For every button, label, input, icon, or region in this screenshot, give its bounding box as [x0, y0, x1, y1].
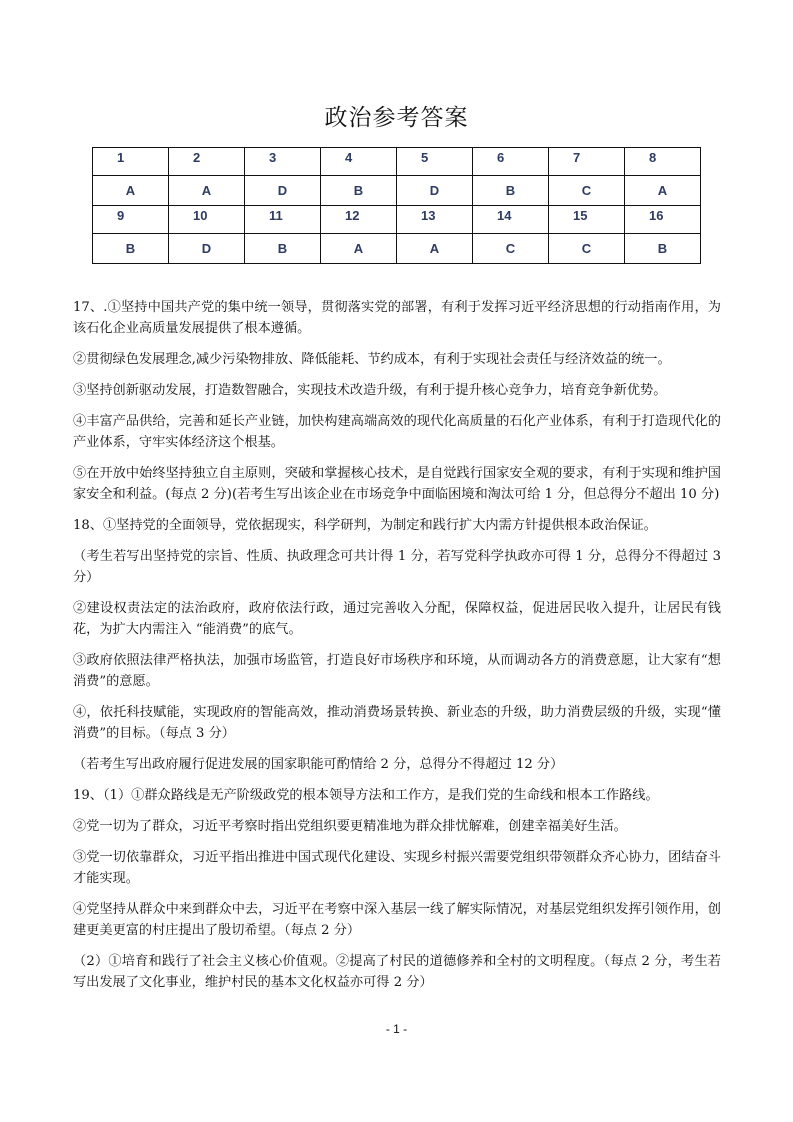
- answer-paragraph-17-3: ③坚持创新驱动发展，打造数智融合，实现技术改造升级，有利于提升核心竞争力，培育竞争新优势。: [73, 383, 667, 398]
- answer-paragraph-18-3: ③政府依照法律严格执法，加强市场监管，打造良好市场秩序和环境，从而调动各方的消费意愿，让大家有“想消费”的意愿。: [73, 653, 721, 689]
- answer-letter: B: [625, 234, 701, 264]
- answer-number-row: [93, 148, 701, 176]
- answer-paragraph-17-2: ②贯彻绿色发展理念,减少污染物排放、降低能耗、节约成本，有利于实现社会责任与经济效益的统一。: [73, 352, 671, 367]
- answer-paragraph-18-note-2: （若考生写出政府履行促进发展的国家职能可酌情给 2 分，总得分不得超过 12 分）: [73, 757, 564, 772]
- question-number: 7: [549, 148, 625, 176]
- question-number: 14: [473, 206, 549, 234]
- answer-table: [92, 147, 701, 264]
- question-number: 2: [169, 148, 245, 176]
- question-number: 15: [549, 206, 625, 234]
- answer-paragraph-18-4: ④，依托科技赋能，实现政府的智能高效，推动消费场景转换、新业态的升级，助力消费层级的升级，实现“懂消费”的目标。（每点 3 分）: [73, 705, 721, 741]
- answer-paragraph-19-1: 19、（1）①群众路线是无产阶级政党的根本领导方法和工作方，是我们党的生命线和根本工作路线。: [73, 788, 659, 803]
- answer-letter: A: [397, 234, 473, 264]
- answer-paragraph-19-5: （2）①培育和践行了社会主义核心价值观。②提高了村民的道德修养和全村的文明程度。（每点 2 分，考生若写出发展了文化事业，维护村民的基本文化权益亦可得 2 分）: [73, 954, 721, 990]
- answer-paragraph-18-1: 18、①坚持党的全面领导，党依据现实，科学研判，为制定和践行扩大内需方针提供根本政治保证。: [73, 518, 657, 533]
- answer-letter-row: [93, 234, 701, 264]
- question-number: 4: [321, 148, 397, 176]
- question-number: 13: [397, 206, 473, 234]
- answer-letter: D: [245, 176, 321, 206]
- answer-letter: D: [397, 176, 473, 206]
- answer-paragraph-19-4: ④党坚持从群众中来到群众中去，习近平在考察中深入基层一线了解实际情况，对基层党组织发挥引领作用，创建更美更富的村庄提出了殷切希望。（每点 2 分）: [73, 902, 721, 938]
- answer-letter: D: [169, 234, 245, 264]
- answer-letter: B: [93, 234, 169, 264]
- question-number: 16: [625, 206, 701, 234]
- answer-content: [73, 297, 721, 1003]
- answer-letter: C: [473, 234, 549, 264]
- answer-paragraph-19-3: ③党一切依靠群众，习近平指出推进中国式现代化建设、实现乡村振兴需要党组织带领群众齐心协力，团结奋斗才能实现。: [73, 850, 721, 886]
- answer-paragraph-18-note: （考生若写出坚持党的宗旨、性质、执政理念可共计得 1 分，若写党科学执政亦可得 1 分，总得分不得超过 3 分）: [73, 549, 721, 585]
- answer-letter: C: [549, 176, 625, 206]
- answer-paragraph-17-1: 17、.①坚持中国共产党的集中统一领导，贯彻落实党的部署，有利于发挥习近平经济思想的行动指南作用，为该石化企业高质量发展提供了根本遵循。: [73, 300, 721, 336]
- question-number: 6: [473, 148, 549, 176]
- answer-letter: A: [321, 234, 397, 264]
- answer-paragraph-17-5: ⑤在开放中始终坚持独立自主原则，突破和掌握核心技术，是自觉践行国家安全观的要求，有利于实现和维护国家安全和利益。(每点 2 分)(若考生写出该企业在市场竞争中面临困境和淘汰可给 1 分，但总得分不超出 10 分): [73, 466, 721, 502]
- answer-letter: B: [473, 176, 549, 206]
- question-number: 8: [625, 148, 701, 176]
- answer-letter-row: [93, 176, 701, 206]
- answer-paragraph-17-4: ④丰富产品供给，完善和延长产业链，加快构建高端高效的现代化高质量的石化产业体系，有利于打造现代化的产业体系，守牢实体经济这个根基。: [73, 414, 721, 450]
- question-number: 5: [397, 148, 473, 176]
- answer-number-row: [93, 206, 701, 234]
- question-number: 1: [93, 148, 169, 176]
- answer-letter: C: [549, 234, 625, 264]
- answer-letter: B: [321, 176, 397, 206]
- answer-letter: A: [93, 176, 169, 206]
- page-number: - 1 -: [385, 1022, 408, 1036]
- answer-paragraph-19-2: ②党一切为了群众，习近平考察时指出党组织要更精准地为群众排忧解难，创建幸福美好生活。: [73, 819, 627, 834]
- question-number: 12: [321, 206, 397, 234]
- answer-letter: A: [169, 176, 245, 206]
- question-number: 10: [169, 206, 245, 234]
- answer-letter: A: [625, 176, 701, 206]
- answer-paragraph-18-2: ②建设权责法定的法治政府，政府依法行政，通过完善收入分配，保障权益，促进居民收入提升，让居民有钱花，为扩大内需注入 “能消费”的底气。: [73, 601, 721, 637]
- page-title: 政治参考答案: [324, 105, 469, 131]
- answer-letter: B: [245, 234, 321, 264]
- question-number: 3: [245, 148, 321, 176]
- question-number: 11: [245, 206, 321, 234]
- question-number: 9: [93, 206, 169, 234]
